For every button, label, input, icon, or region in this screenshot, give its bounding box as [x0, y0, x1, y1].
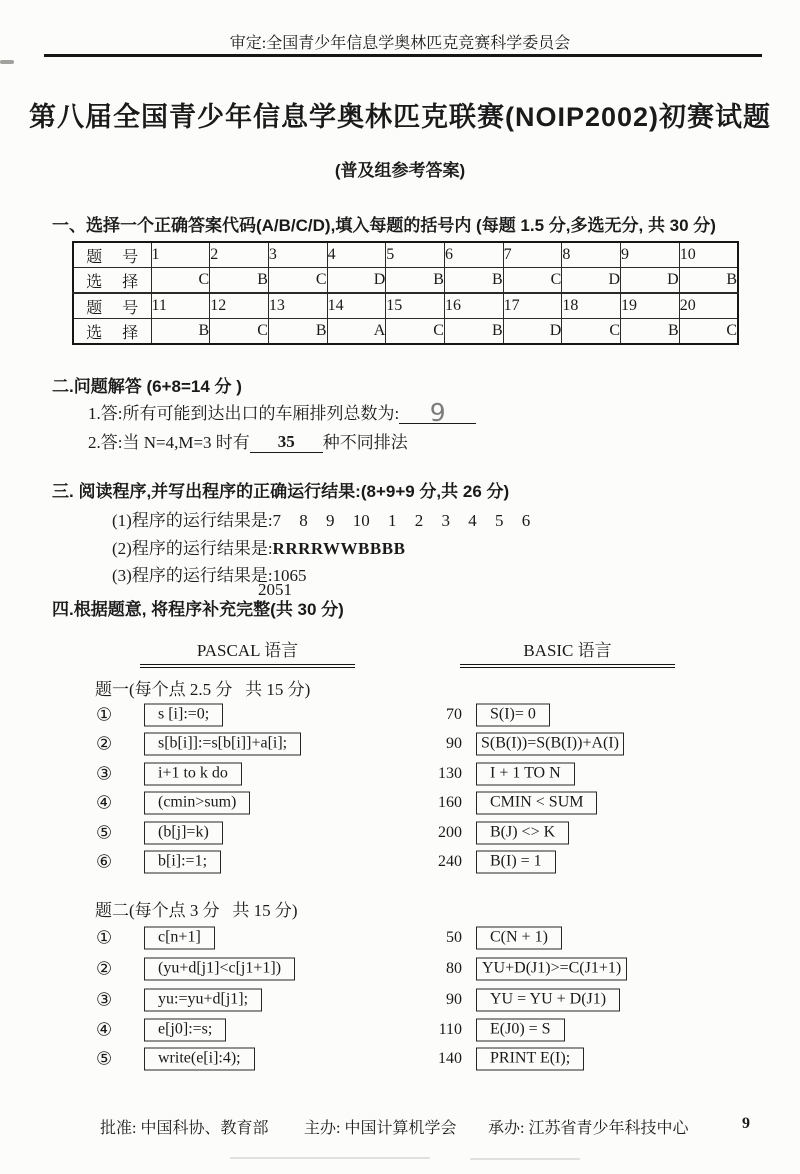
- basic-answer-box: YU = YU + D(J1): [476, 988, 620, 1011]
- question-number: 2: [210, 242, 269, 268]
- result1-value: 7 8 9 10 1 2 3 4 5 6: [272, 511, 531, 530]
- question-number: 5: [386, 242, 445, 268]
- footer-approved-by: 批准: 中国科协、教育部: [100, 1120, 269, 1137]
- page-subtitle: (普及组参考答案): [334, 161, 466, 180]
- question-number: 16: [444, 293, 503, 319]
- question2-answer-line: [88, 428, 408, 453]
- question-number: 8: [562, 242, 621, 268]
- row-label: 题 号: [73, 293, 151, 319]
- basic-answer-box: CMIN < SUM: [476, 791, 597, 814]
- page-title: 第八届全国青少年信息学奥林匹克联赛(NOIP2002)初赛试题: [28, 102, 772, 132]
- question-number: 6: [444, 242, 503, 268]
- result2-prefix: (2)程序的运行结果是:: [112, 539, 273, 558]
- basic-line-number: 90: [446, 990, 462, 1008]
- scan-artifact: [470, 1158, 580, 1160]
- basic-line-number: 90: [446, 734, 462, 752]
- answer-choice: D: [327, 268, 386, 294]
- question-number: 4: [327, 242, 386, 268]
- fill-row: [0, 760, 800, 787]
- row-label: 选 择: [73, 268, 151, 294]
- handwritten-answer: 9: [429, 398, 446, 427]
- answer-choice: A: [327, 319, 386, 345]
- pascal-answer-box: s[b[i]]:=s[b[i]]+a[i];: [144, 732, 301, 755]
- table-row: [73, 293, 738, 319]
- answer-choice: C: [386, 319, 445, 345]
- item-number: ⑤: [96, 822, 113, 842]
- basic-line-number: 110: [438, 1020, 462, 1038]
- fill-row: [0, 789, 800, 816]
- answer-choice: C: [268, 268, 327, 294]
- basic-answer-box: E(J0) = S: [476, 1018, 565, 1041]
- basic-column-header: BASIC 语言: [460, 636, 675, 668]
- section3-heading: 三. 阅读程序,并写出程序的正确运行结果:(8+9+9 分,共 26 分): [52, 482, 510, 501]
- question-number: 17: [503, 293, 562, 319]
- answer-table: [72, 241, 739, 345]
- fill-row: [0, 924, 800, 951]
- question2-prefix: 2.答:当 N=4,M=3 时有: [88, 433, 250, 452]
- answer-choice: C: [679, 319, 738, 345]
- section2-heading: 二.问题解答 (6+8=14 分 ): [52, 377, 242, 396]
- basic-answer-box: I + 1 TO N: [476, 762, 575, 785]
- answer-choice: B: [444, 319, 503, 345]
- question1-blank: [399, 398, 476, 427]
- pascal-answer-box: (b[j]=k): [144, 821, 223, 844]
- review-committee-line: 审定:全国青少年信息学奥林匹克竞赛科学委员会: [229, 35, 571, 52]
- pascal-answer-box: s [i]:=0;: [144, 703, 223, 726]
- answer-choice: B: [151, 319, 210, 345]
- answer-choice: B: [621, 319, 680, 345]
- pascal-answer-box: e[j0]:=s;: [144, 1018, 226, 1041]
- item-number: ②: [96, 733, 113, 753]
- header-divider: [44, 54, 762, 57]
- question-number: 20: [679, 293, 738, 319]
- basic-answer-box: S(I)= 0: [476, 703, 550, 726]
- question1-prefix: 1.答:所有可能到达出口的车厢排列总数为:: [88, 404, 400, 423]
- fill-row: [0, 986, 800, 1013]
- pascal-answer-box: (cmin>sum): [144, 791, 250, 814]
- fill-row: [0, 848, 800, 875]
- pascal-answer-box: c[n+1]: [144, 926, 215, 949]
- basic-line-number: 80: [446, 959, 462, 977]
- item-number: ①: [96, 704, 113, 724]
- question1-answer-line: [88, 398, 476, 427]
- question-number: 12: [210, 293, 269, 319]
- question-number: 3: [268, 242, 327, 268]
- pascal-answer-box: i+1 to k do: [144, 762, 242, 785]
- question2-suffix: 种不同排法: [322, 433, 408, 452]
- question-number: 10: [679, 242, 738, 268]
- table-row: [73, 242, 738, 268]
- footer-hosted-by: 主办: 中国计算机学会: [304, 1120, 457, 1137]
- pascal-answer-box: b[i]:=1;: [144, 850, 221, 873]
- item-number: ①: [96, 927, 113, 947]
- basic-answer-box: B(J) <> K: [476, 821, 569, 844]
- row-label: 题 号: [73, 242, 151, 268]
- answer-choice: B: [679, 268, 738, 294]
- question-number: 9: [621, 242, 680, 268]
- pascal-column-header: PASCAL 语言: [140, 636, 355, 668]
- result-line-1: [112, 506, 530, 531]
- question-number: 7: [503, 242, 562, 268]
- section4-heading: 四.根据题意, 将程序补充完整(共 30 分): [52, 600, 344, 619]
- question-number: 11: [151, 293, 210, 319]
- pascal-answer-box: yu:=yu+d[j1];: [144, 988, 262, 1011]
- answer-choice: D: [621, 268, 680, 294]
- answer-choice: C: [151, 268, 210, 294]
- footer-page-number: 9: [742, 1115, 750, 1132]
- basic-line-number: 160: [438, 793, 462, 811]
- result2-value: RRRRWWBBBB: [272, 539, 406, 558]
- fill-row: [0, 955, 800, 982]
- fill-row: [0, 730, 800, 757]
- question2-blank: 35: [250, 432, 323, 453]
- scan-artifact: [230, 1157, 430, 1159]
- part1-heading: 题一(每个点 2.5 分 共 15 分): [95, 680, 311, 699]
- basic-line-number: 130: [438, 764, 462, 782]
- question-number: 14: [327, 293, 386, 319]
- question-number: 13: [268, 293, 327, 319]
- answer-choice: C: [562, 319, 621, 345]
- basic-line-number: 50: [446, 928, 462, 946]
- result3-value-line2: 2051: [258, 580, 292, 599]
- basic-line-number: 240: [438, 852, 462, 870]
- basic-line-number: 200: [438, 823, 462, 841]
- question-number: 15: [386, 293, 445, 319]
- item-number: ⑥: [96, 851, 113, 871]
- fill-row: [0, 1016, 800, 1043]
- basic-answer-box: B(I) = 1: [476, 850, 556, 873]
- question-number: 18: [562, 293, 621, 319]
- basic-answer-box: PRINT E(I);: [476, 1047, 584, 1070]
- section1-heading: 一、选择一个正确答案代码(A/B/C/D),填入每题的括号内 (每题 1.5 分,多选无分, 共 30 分): [52, 216, 716, 235]
- scan-artifact: [0, 60, 14, 64]
- item-number: ②: [96, 958, 113, 978]
- basic-line-number: 70: [446, 705, 462, 723]
- question-number: 1: [151, 242, 210, 268]
- row-label: 选 择: [73, 319, 151, 345]
- fill-row: [0, 701, 800, 728]
- footer-organized-by: 承办: 江苏省青少年科技中心: [488, 1120, 689, 1137]
- result-line-2: [112, 534, 405, 559]
- table-row: [73, 268, 738, 294]
- answer-choice: B: [210, 268, 269, 294]
- item-number: ③: [96, 989, 113, 1009]
- item-number: ④: [96, 1019, 113, 1039]
- result1-prefix: (1)程序的运行结果是:: [112, 511, 273, 530]
- basic-answer-box: S(B(I))=S(B(I))+A(I): [476, 732, 624, 755]
- answer-choice: D: [503, 319, 562, 345]
- item-number: ⑤: [96, 1048, 113, 1068]
- answer-choice: B: [444, 268, 503, 294]
- pascal-answer-box: (yu+d[j1]<c[j1+1]): [144, 957, 295, 980]
- basic-line-number: 140: [438, 1049, 462, 1067]
- fill-row: [0, 1045, 800, 1072]
- pascal-answer-box: write(e[i]:4);: [144, 1047, 255, 1070]
- answer-choice: D: [562, 268, 621, 294]
- question-number: 19: [621, 293, 680, 319]
- answer-choice: C: [210, 319, 269, 345]
- result3-prefix: (3)程序的运行结果是:: [112, 566, 273, 585]
- item-number: ③: [96, 763, 113, 783]
- fill-row: [0, 819, 800, 846]
- answer-choice: C: [503, 268, 562, 294]
- basic-answer-box: YU+D(J1)>=C(J1+1): [476, 957, 627, 980]
- basic-answer-box: C(N + 1): [476, 926, 562, 949]
- part2-heading: 题二(每个点 3 分 共 15 分): [95, 901, 298, 920]
- item-number: ④: [96, 792, 113, 812]
- table-row: [73, 319, 738, 345]
- answer-choice: B: [386, 268, 445, 294]
- result3-value: 1065: [272, 566, 307, 585]
- answer-choice: B: [268, 319, 327, 345]
